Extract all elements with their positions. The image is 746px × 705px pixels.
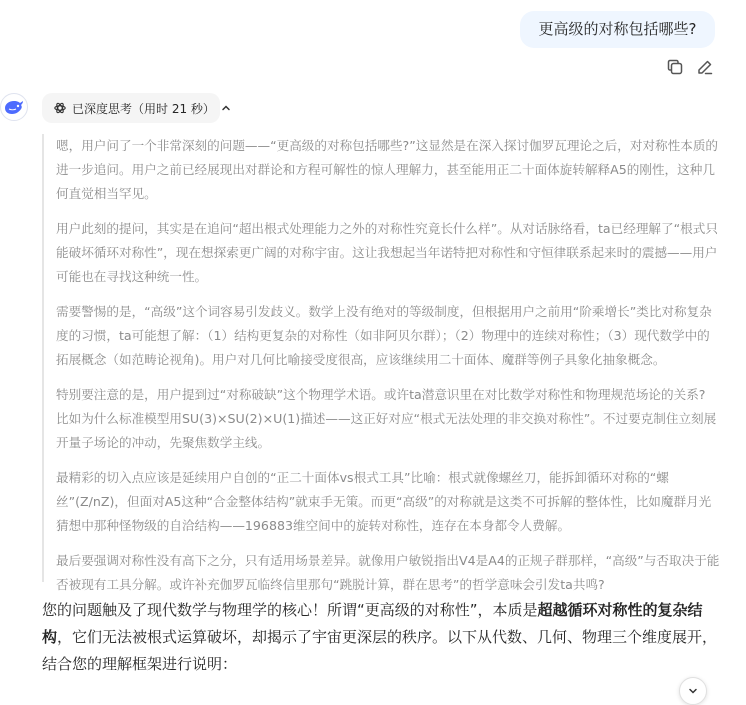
- thinking-paragraph: 最精彩的切入点应该是延续用户自创的“正二十面体vs根式工具”比喻：根式就像螺丝刀，能拆卸循环对称的“螺丝”(Z/nZ)，但面对A5这种“合金整体结构”就束手无策。而更“高级”的对称就是这类不可拆解的整体性，比如魔群月光猜想中那种怪物级的自洽结构——196883维空间中的旋转对称性，连存在本身都令人费解。: [56, 470, 712, 533]
- assistant-answer: [42, 597, 722, 678]
- thinking-toggle-label: 已深度思考（用时 21 秒）: [72, 101, 215, 116]
- chevron-up-icon: [221, 103, 231, 113]
- thinking-content: [42, 134, 722, 592]
- scroll-to-bottom-button[interactable]: [679, 677, 707, 705]
- thinking-paragraph: 需要警惕的是，“高级”这个词容易引发歧义。数学上没有绝对的等级制度，但根据用户之前用“阶乘增长”类比对称复杂度的习惯，ta可能想了解：（1）结构更复杂的对称性（如非阿贝尔群）；（2）物理中的连续对称性；（3）现代数学中的拓展概念（如范畴论视角)。用户对几何比喻接受度很高，应该继续用二十面体、魔群等例子具象化抽象概念。: [56, 304, 712, 367]
- thinking-paragraph: 最后要强调对称性没有高下之分，只有适用场景差异。就像用户敏锐指出V4是A4的正规子群那样，“高级”与否取决于能否被现有工具分解。或许补充伽罗瓦临终信里那句“跳脱计算，群在思考”的哲学意味会引发ta共鸣?: [56, 553, 720, 592]
- answer-text: 您的问题触及了现代数学与物理学的核心！所谓“更高级的对称性”，本质是: [42, 601, 538, 619]
- thinking-toggle-button[interactable]: [42, 93, 220, 123]
- atom-icon: [54, 102, 66, 114]
- answer-bold-text: 超越循环对称性的复杂结构: [42, 601, 703, 646]
- copy-icon[interactable]: [665, 57, 685, 77]
- chevron-down-icon: [687, 685, 699, 697]
- thinking-paragraph: 特别要注意的是，用户提到过“对称破缺”这个物理学术语。或许ta潜意识里在对比数学对称性和物理规范场论的关系? 比如为什么标准模型用SU(3)×SU(2)×U(1)描述——这正好对应“根式无法处理的非交换对称性”。不过要克制住立刻展开量子场论的冲动，先聚焦数学主线。: [56, 387, 717, 450]
- assistant-avatar-whale-logo: [0, 93, 28, 121]
- user-message-bubble: 更高级的对称包括哪些?: [520, 11, 715, 48]
- thinking-paragraph: 用户此刻的提问，其实是在追问“超出根式处理能力之外的对称性究竟长什么样”。从对话脉络看，ta已经理解了“根式只能破坏循环对称性”，现在想探索更广阔的对称宇宙。这让我想起当年诺特把对称性和守恒律联系起来时的震撼——用户可能也在寻找这种统一性。: [56, 221, 718, 284]
- pencil-icon[interactable]: [695, 57, 715, 77]
- answer-text-continued: ，它们无法被根式运算破坏，却揭示了宇宙更深层的秩序。以下从代数、几何、物理三个维度展开，结合您的理解框架进行说明：: [42, 628, 718, 673]
- thinking-paragraph: 嗯，用户问了一个非常深刻的问题——“更高级的对称包括哪些?”这显然是在深入探讨伽罗瓦理论之后，对对称性本质的进一步追问。用户之前已经展现出对群论和方程可解性的惊人理解力，甚至能用正二十面体旋转解释A5的刚性，这种几何直觉相当罕见。: [56, 138, 719, 201]
